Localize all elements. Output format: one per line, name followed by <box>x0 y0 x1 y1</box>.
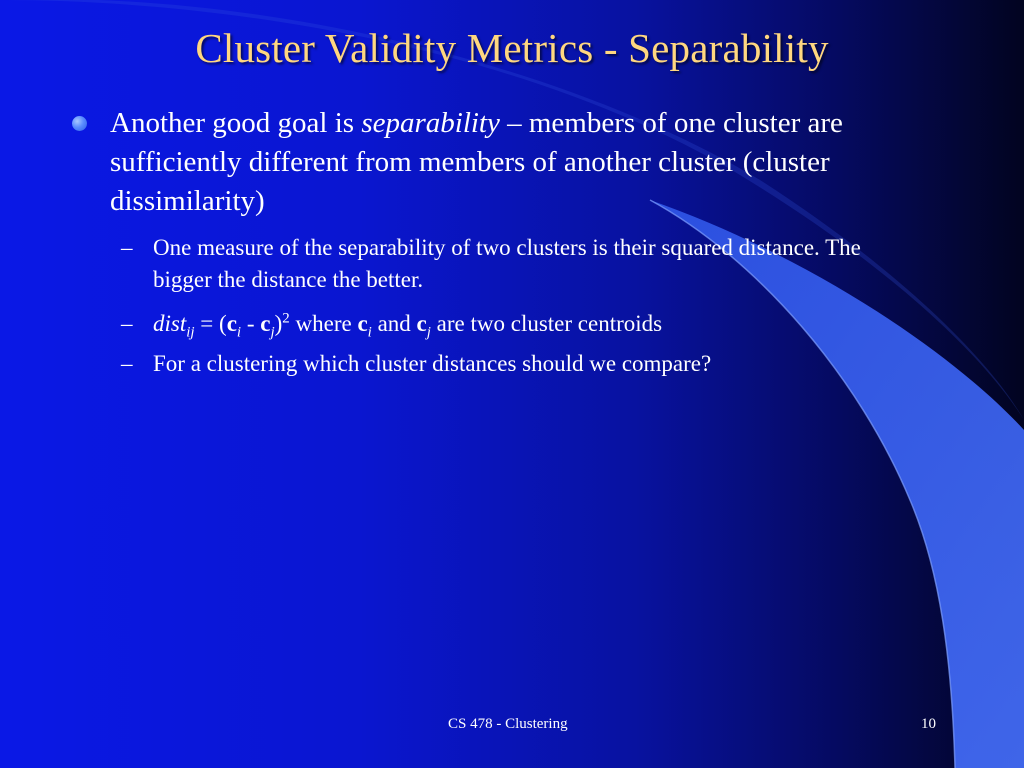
formula-minus: - <box>241 311 261 336</box>
formula-c: c <box>357 311 368 336</box>
bullet-text-start: Another good goal is <box>110 107 362 139</box>
formula-and: and <box>371 311 417 336</box>
sub-bullet-squared-distance: One measure of the separability of two clusters is their squared distance. The bigger the distance the better. <box>153 235 861 292</box>
sub-bullet-compare-question: For a clustering which cluster distances should we compare? <box>153 351 712 376</box>
sub-bullet-dash: – <box>121 351 133 376</box>
bullet-dot-icon <box>72 116 87 131</box>
formula-c: c <box>226 311 237 336</box>
formula-subscript-j: j <box>270 324 275 341</box>
sub-bullet-dash: – <box>121 235 133 260</box>
slide-title: Cluster Validity Metrics - Separability <box>195 25 829 71</box>
formula-dist: dist <box>153 311 187 336</box>
formula-subscript-i: i <box>367 324 372 341</box>
formula-close-paren: ) <box>274 311 283 336</box>
formula-subscript-i: i <box>236 324 242 341</box>
bullet-separability <box>110 104 940 221</box>
formula-where: where <box>289 311 358 336</box>
bullet-text-end: – members of one cluster are sufficiently different from members of another cluster (cluster dissimilarity) <box>110 107 843 217</box>
bullet-text-emphasis: separability <box>361 107 500 139</box>
formula-c: c <box>260 311 271 336</box>
sub-bullet-dash: – <box>121 311 133 336</box>
sub-bullet-formula <box>153 308 913 340</box>
formula-equals: = ( <box>194 311 227 336</box>
footer-course-label: CS 478 - Clustering <box>448 716 568 732</box>
footer-page-number: 10 <box>921 716 936 732</box>
formula-c: c <box>416 311 427 336</box>
formula-subscript-j: j <box>426 324 431 341</box>
formula-exponent: 2 <box>282 310 290 327</box>
formula-rest: are two cluster centroids <box>430 311 663 336</box>
formula-subscript-ij: ij <box>186 324 195 341</box>
